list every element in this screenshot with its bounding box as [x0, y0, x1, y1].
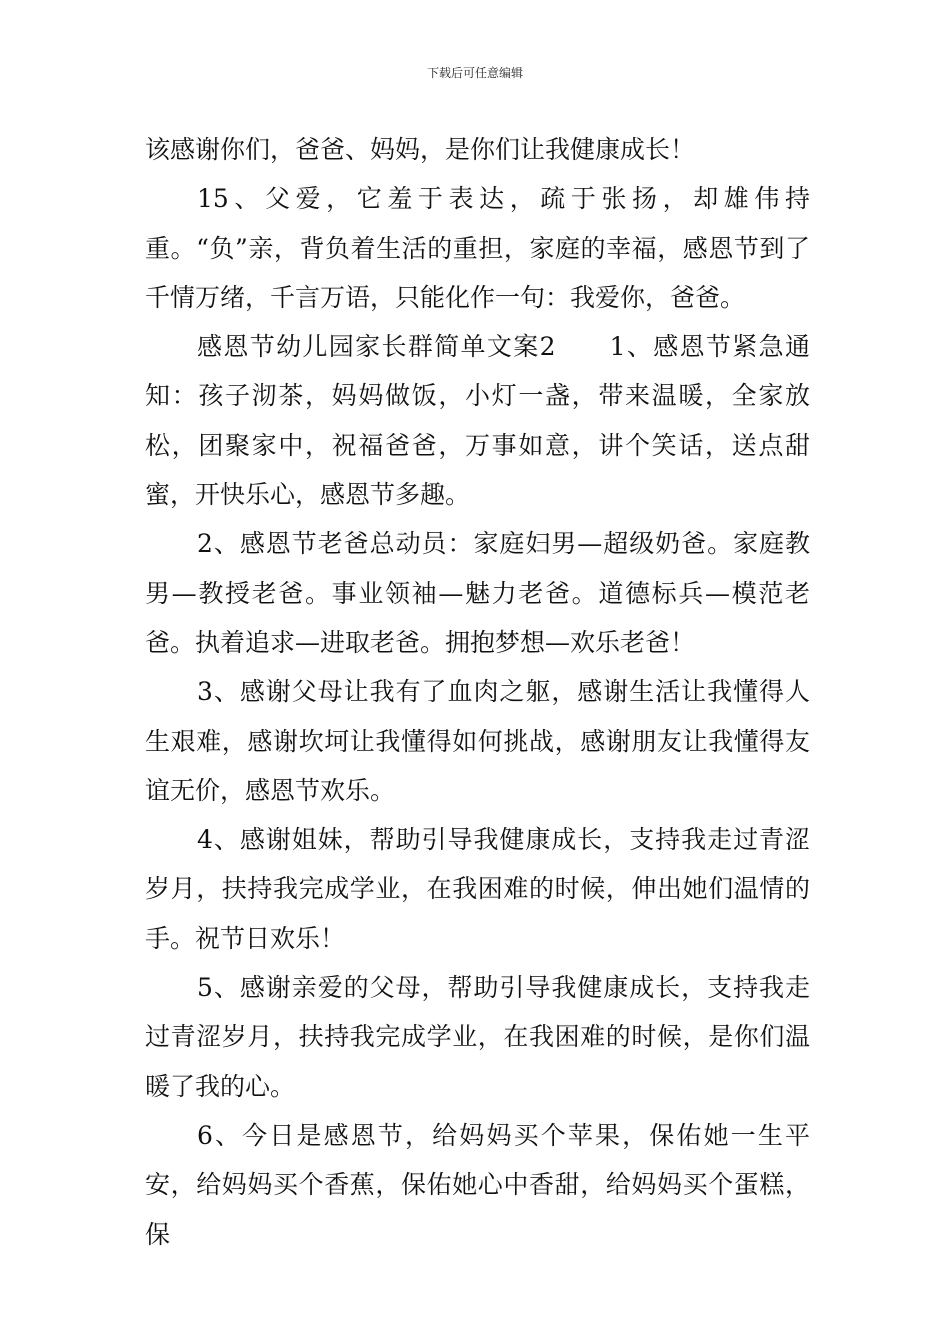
paragraph-6: 4、感谢姐妹，帮助引导我健康成长，支持我走过青涩岁月，扶持我完成学业，在我困难的时候，伸出她们温情的手。祝节日欢乐！ — [145, 825, 810, 953]
paragraph-4: 2、感恩节老爸总动员：家庭妇男—超级奶爸。家庭教男—教授老爸。事业领袖—魅力老爸。道德标兵—模范老爸。执着追求—进取老爸。拥抱梦想—欢乐老爸！ — [145, 529, 810, 657]
paragraph-1: 该感谢你们，爸爸、妈妈，是你们让我健康成长！ — [145, 135, 696, 164]
paragraph-5: 3、感谢父母让我有了血肉之躯，感谢生活让我懂得人生艰难，感谢坎坷让我懂得如何挑战，感谢朋友让我懂得友谊无价，感恩节欢乐。 — [145, 677, 810, 805]
document-body — [145, 125, 810, 1259]
paragraph-3: 感恩节幼儿园家长群简单文案2 1、感恩节紧急通知：孩子沏茶，妈妈做饭，小灯一盏，带来温暖，全家放松，团聚家中，祝福爸爸，万事如意，讲个笑话，送点甜蜜，开快乐心，感恩节多趣。 — [145, 332, 810, 510]
page-header: 下载后可任意编辑 — [426, 66, 523, 80]
paragraph-8: 6、今日是感恩节，给妈妈买个苹果，保佑她一生平安，给妈妈买个香蕉，保佑她心中香甜，给妈妈买个蛋糕，保 — [145, 1120, 810, 1249]
paragraph-7: 5、感谢亲爱的父母，帮助引导我健康成长，支持我走过青涩岁月，扶持我完成学业，在我困难的时候，是你们温暖了我的心。 — [145, 973, 810, 1101]
paragraph-2: 15、父爱，它羞于表达，疏于张扬，却雄伟持重。“负”亲，背负着生活的重担，家庭的幸福，感恩节到了千情万绪，千言万语，只能化作一句：我爱你，爸爸。 — [145, 184, 810, 312]
